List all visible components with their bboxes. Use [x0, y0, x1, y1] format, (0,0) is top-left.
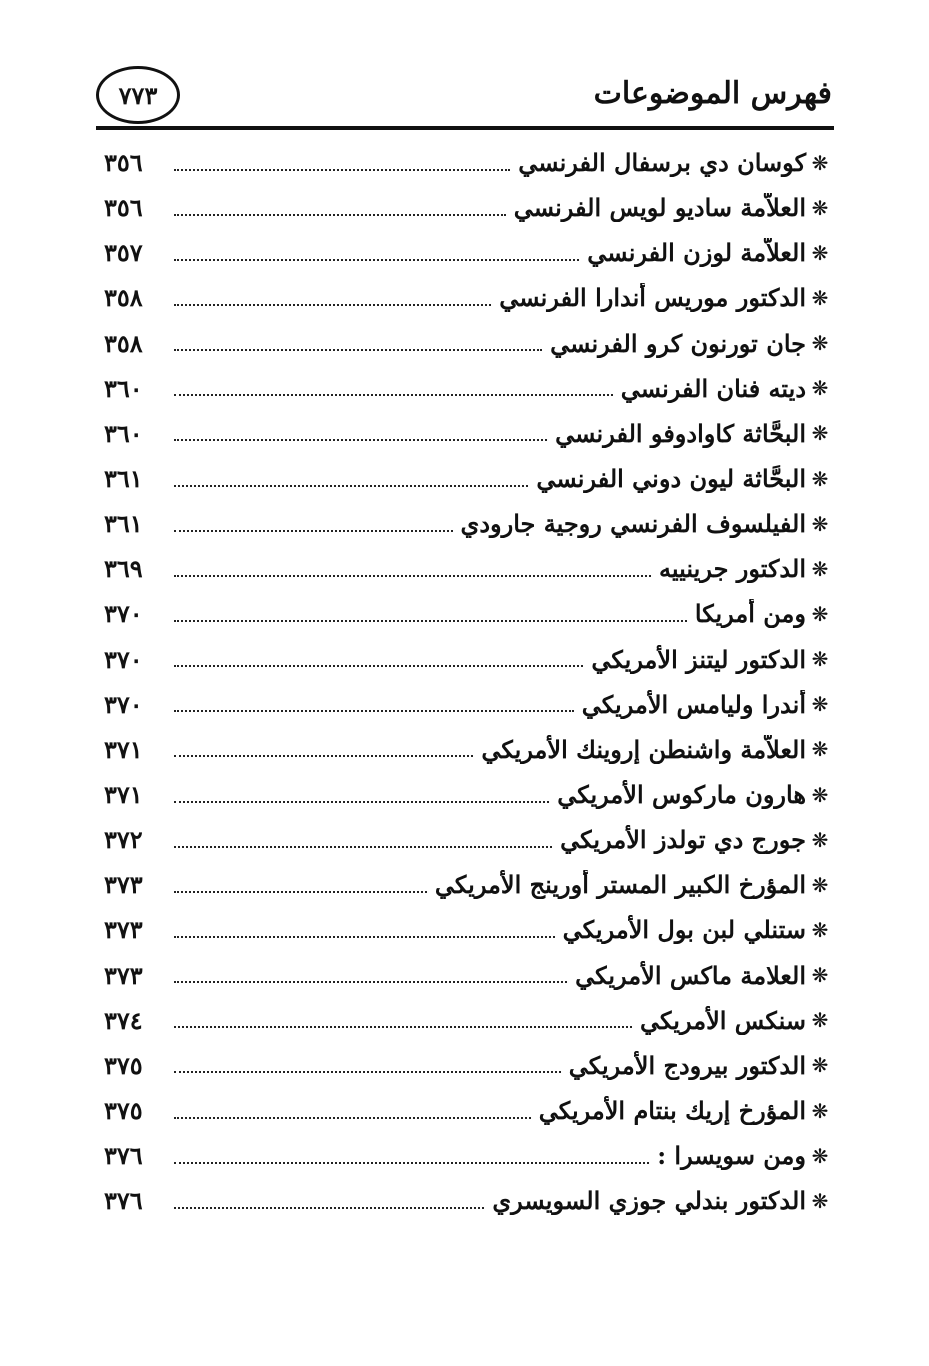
bullet-star-icon: ❋ [811, 1008, 829, 1033]
toc-entry-title: العلاَّمة لوزن الفرنسي [587, 238, 806, 268]
bullet-star-icon: ❋ [811, 1143, 829, 1168]
toc-entry-title: الفيلسوف الفرنسي روجية جارودي [460, 509, 806, 539]
toc-entry-page-number: ٣٦١ [104, 464, 143, 494]
toc-entry [104, 140, 830, 185]
toc-entry [104, 817, 830, 862]
bullet-star-icon: ❋ [811, 963, 829, 988]
page-title: فهرس الموضوعات [593, 76, 832, 111]
bullet-star-icon: ❋ [811, 601, 829, 626]
toc-entry [104, 907, 830, 952]
toc-entry [104, 1178, 830, 1223]
toc-entry-title: الدكتور بيرودج الأمريكي [568, 1050, 806, 1080]
dot-leader [174, 665, 583, 667]
bullet-star-icon: ❋ [811, 466, 829, 491]
toc-entry-title: جورج دي تولدز الأمريكي [560, 825, 806, 855]
toc-entry [104, 998, 830, 1043]
toc-entry-page-number: ٣٥٨ [104, 328, 143, 358]
toc-entry-title: ومن أمريكا [694, 599, 806, 629]
dot-leader [174, 1071, 561, 1073]
bullet-star-icon: ❋ [811, 737, 829, 762]
toc-entry-page-number: ٣٧٠ [104, 644, 143, 674]
dot-leader [174, 1207, 484, 1209]
bullet-star-icon: ❋ [811, 240, 829, 265]
toc-entry [104, 772, 830, 817]
toc-entry-page-number: ٣٥٦ [104, 193, 143, 223]
toc-entry-page-number: ٣٧٢ [104, 825, 143, 855]
toc-entry-title: ومن سويسرا : [657, 1141, 806, 1171]
page-header [96, 66, 834, 132]
toc-entry-title: المؤرخ الكبير المستر أورينج الأمريكي [434, 870, 806, 900]
dot-leader [174, 1117, 531, 1119]
bullet-star-icon: ❋ [811, 1188, 829, 1213]
bullet-star-icon: ❋ [811, 1098, 829, 1123]
toc-entry [104, 546, 830, 591]
dot-leader [174, 891, 427, 893]
toc-entry-page-number: ٣٧٤ [104, 1005, 143, 1035]
toc-entry-page-number: ٣٧٦ [104, 1141, 143, 1171]
dot-leader [174, 620, 687, 622]
toc-entry-page-number: ٣٦٠ [104, 373, 143, 403]
dot-leader [174, 1162, 649, 1164]
toc-entry-title: الدكتور بندلي جوزي السويسري [492, 1186, 806, 1216]
toc-entry-page-number: ٣٧١ [104, 780, 143, 810]
bullet-star-icon: ❋ [811, 872, 829, 897]
bullet-star-icon: ❋ [811, 1053, 829, 1078]
toc-entry-title: الدكتور ليتنز الأمريكي [591, 644, 806, 674]
toc-entry-page-number: ٣٧٥ [104, 1096, 143, 1126]
toc-entry [104, 185, 830, 230]
toc-entry [104, 953, 830, 998]
bullet-star-icon: ❋ [811, 782, 829, 807]
bullet-star-icon: ❋ [811, 917, 829, 942]
bullet-star-icon: ❋ [811, 285, 829, 310]
toc-entry [104, 366, 830, 411]
toc-entry [104, 230, 830, 275]
dot-leader [174, 801, 549, 803]
dot-leader [174, 981, 567, 983]
toc-entry-title: كوسان دي برسفال الفرنسي [518, 148, 806, 178]
dot-leader [174, 846, 552, 848]
bullet-star-icon: ❋ [811, 511, 829, 536]
bullet-star-icon: ❋ [811, 692, 829, 717]
toc-entry [104, 321, 830, 366]
dot-leader [174, 755, 473, 757]
dot-leader [174, 530, 453, 532]
toc-entry [104, 411, 830, 456]
dot-leader [174, 936, 555, 938]
toc-entry-page-number: ٣٦١ [104, 509, 143, 539]
bullet-star-icon: ❋ [811, 556, 829, 581]
toc-entry [104, 682, 830, 727]
toc-entry-title: ستنلي لبن بول الأمريكي [562, 915, 806, 945]
toc-entry-title: سنكس الأمريكي [640, 1005, 806, 1035]
toc-entry-title: الدكتور موريس أندارا الفرنسي [499, 283, 806, 313]
toc-entry-page-number: ٣٧٠ [104, 599, 143, 629]
table-of-contents [104, 140, 830, 1223]
toc-entry-page-number: ٣٧٣ [104, 870, 143, 900]
toc-entry-page-number: ٣٧٦ [104, 1186, 143, 1216]
toc-entry-page-number: ٣٦٠ [104, 418, 143, 448]
toc-entry-title: العلاَّمة واشنطن إروينك الأمريكي [481, 734, 806, 764]
dot-leader [174, 259, 579, 261]
toc-entry-page-number: ٣٧٥ [104, 1050, 143, 1080]
dot-leader [174, 169, 510, 171]
dot-leader [174, 394, 613, 396]
dot-leader [174, 710, 574, 712]
toc-entry-title: البحَّاثة ليون دوني الفرنسي [536, 464, 806, 494]
bullet-star-icon: ❋ [811, 421, 829, 446]
dot-leader [174, 575, 651, 577]
toc-entry-page-number: ٣٥٧ [104, 238, 143, 268]
toc-entry-title: المؤرخ إريك بنتام الأمريكي [538, 1096, 806, 1126]
toc-entry-page-number: ٣٥٦ [104, 148, 143, 178]
page-number-badge: ٧٧٣ [96, 66, 180, 124]
toc-entry-title: البحَّاثة كاوادوفو الفرنسي [555, 418, 806, 448]
toc-entry-title: جان تورنون كرو الفرنسي [550, 328, 806, 358]
toc-entry [104, 1133, 830, 1178]
toc-entry [104, 275, 830, 320]
toc-entry-title: أندرا وليامس الأمريكي [581, 689, 806, 719]
toc-entry [104, 591, 830, 636]
toc-entry-page-number: ٣٥٨ [104, 283, 143, 313]
toc-entry-title: هارون ماركوس الأمريكي [557, 780, 806, 810]
bullet-star-icon: ❋ [811, 331, 829, 356]
toc-entry-title: ديته فنان الفرنسي [620, 373, 806, 403]
dot-leader [174, 304, 491, 306]
toc-entry-page-number: ٣٧٣ [104, 915, 143, 945]
toc-entry-page-number: ٣٦٩ [104, 554, 143, 584]
toc-entry [104, 501, 830, 546]
dot-leader [174, 485, 528, 487]
toc-entry [104, 1043, 830, 1088]
toc-entry [104, 862, 830, 907]
toc-entry-title: الدكتور جرينييه [659, 554, 806, 584]
bullet-star-icon: ❋ [811, 647, 829, 672]
bullet-star-icon: ❋ [811, 376, 829, 401]
toc-entry-page-number: ٣٧١ [104, 734, 143, 764]
dot-leader [174, 1026, 632, 1028]
dot-leader [174, 214, 506, 216]
toc-entry [104, 727, 830, 772]
toc-entry [104, 1088, 830, 1133]
toc-entry-page-number: ٣٧٣ [104, 960, 143, 990]
dot-leader [174, 349, 542, 351]
toc-entry-title: العلاَّمة ساديو لويس الفرنسي [513, 193, 806, 223]
toc-entry-title: العلامة ماكس الأمريكي [575, 960, 806, 990]
toc-entry [104, 637, 830, 682]
bullet-star-icon: ❋ [811, 150, 829, 175]
header-divider [96, 126, 834, 130]
toc-entry [104, 456, 830, 501]
dot-leader [174, 439, 547, 441]
toc-entry-page-number: ٣٧٠ [104, 689, 143, 719]
bullet-star-icon: ❋ [811, 827, 829, 852]
bullet-star-icon: ❋ [811, 195, 829, 220]
